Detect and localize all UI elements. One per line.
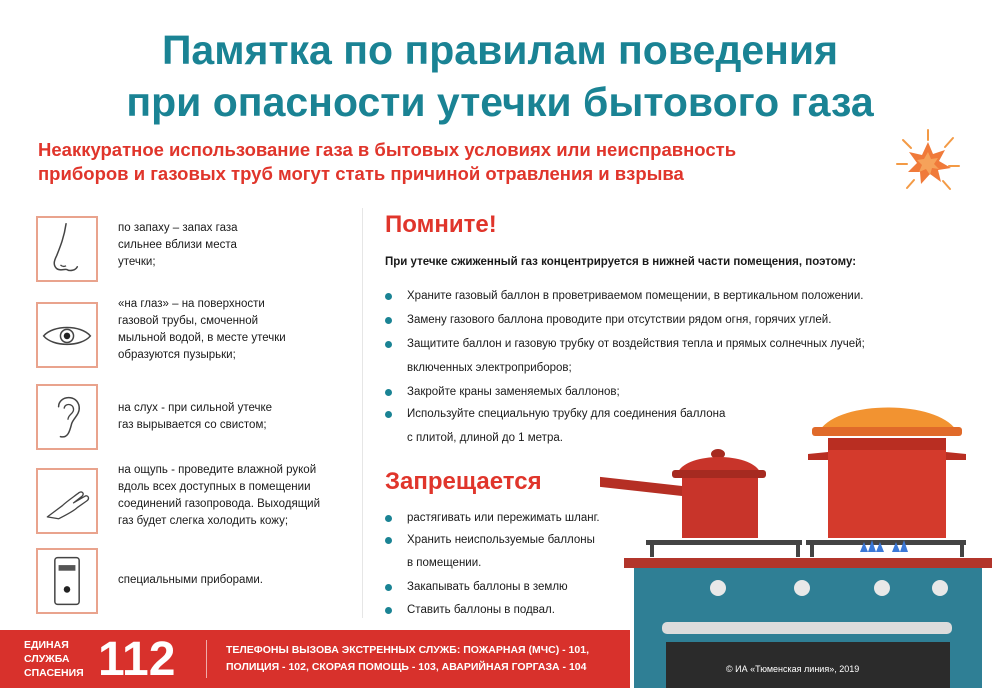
phones-line-1: ТЕЛЕФОНЫ ВЫЗОВА ЭКСТРЕННЫХ СЛУЖБ: ПОЖАРНАЯ (МЧС) - 101,: [226, 644, 589, 656]
title-line-2: при опасности утечки бытового газа: [126, 79, 874, 125]
explosion-icon: [893, 126, 963, 196]
footer: [0, 630, 1000, 688]
eye-icon: [36, 302, 98, 368]
copyright-text: © ИА «Тюменская линия», 2019: [726, 664, 860, 674]
list-item-text: растягивать или пережимать шланг.: [407, 512, 600, 524]
bullet-dot: [385, 293, 392, 300]
list-item-text: Хранить неиспользуемые баллоны: [407, 534, 595, 546]
sense-text-line: вдоль всех доступных в помещении: [118, 481, 311, 493]
emergency-number: 112: [98, 633, 176, 686]
sense-text-line: «на глаз» – на поверхности: [118, 298, 265, 310]
subtitle: [38, 138, 898, 186]
detection-methods: [36, 216, 356, 616]
bullet-dot: [385, 515, 392, 522]
list-item-text: Закройте краны заменяемых баллонов;: [407, 386, 620, 398]
subtitle-line-1: Неаккуратное использование газа в бытовых условиях или неисправность: [38, 139, 737, 160]
footer-separator: [206, 640, 207, 678]
phones-line-2: ПОЛИЦИЯ - 102, СКОРАЯ ПОМОЩЬ - 103, АВАРИЙНАЯ ГОРГАЗА - 104: [226, 661, 587, 673]
list-item-text: Замену газового баллона проводите при отсутствии рядом огня, горячих углей.: [407, 314, 832, 326]
list-item-text: Защитите баллон и газовую трубку от воздействия тепла и прямых солнечных лучей;: [407, 338, 865, 350]
ear-icon: [36, 384, 98, 450]
sense-text-line: газ будет слегка холодить кожу;: [118, 515, 289, 527]
emergency-service-label: [24, 638, 104, 680]
title-line-1: Памятка по правилам поведения: [161, 27, 839, 73]
bullet-dot: [385, 341, 392, 348]
service-line: ЕДИНАЯ: [24, 639, 69, 651]
sense-text-line: по запаху – запах газа: [118, 222, 238, 234]
sense-text-line: соединений газопровода. Выходящий: [118, 498, 321, 510]
nose-icon: [36, 216, 98, 282]
list-item-text: Закапывать баллоны в землю: [407, 581, 568, 593]
sense-text-line: мыльной водой, в месте утечки: [118, 332, 286, 344]
list-item-text: включенных электроприборов;: [407, 362, 572, 374]
list-item-text: в помещении.: [407, 557, 482, 569]
sense-text-line: на ощупь - проведите влажной рукой: [118, 464, 317, 476]
service-line: СЛУЖБА: [24, 653, 70, 665]
forbidden-heading: Запрещается: [385, 468, 542, 495]
service-line: СПАСЕНИЯ: [24, 667, 84, 679]
bullet-dot: [385, 411, 392, 418]
bullet-dot: [385, 607, 392, 614]
sense-text-line: специальными приборами.: [118, 574, 263, 586]
bullet-dot: [385, 389, 392, 396]
gas-detector-icon: [36, 548, 98, 614]
bullet-dot: [385, 584, 392, 591]
list-item-text: Храните газовый баллон в проветриваемом помещении, в вертикальном положении.: [407, 290, 864, 302]
bullet-dot: [385, 317, 392, 324]
list-item-text: Ставить баллоны в подвал.: [407, 604, 555, 616]
subtitle-line-2: приборов и газовых труб могут стать причиной отравления и взрыва: [38, 163, 684, 184]
bullet-dot: [385, 537, 392, 544]
sense-text-line: утечки;: [118, 256, 156, 268]
remember-heading: Помните!: [385, 211, 497, 238]
page-title: [0, 24, 1000, 128]
sense-text-line: образуются пузырьки;: [118, 349, 236, 361]
emergency-phones: [226, 642, 626, 676]
sense-text-line: сильнее вблизи места: [118, 239, 237, 251]
list-item-text: с плитой, длиной до 1 метра.: [407, 432, 563, 444]
sense-text-line: газовой трубы, смоченной: [118, 315, 259, 327]
hand-icon: [36, 468, 98, 534]
column-divider: [362, 208, 363, 618]
sense-text-line: газ вырывается со свистом;: [118, 419, 267, 431]
sense-text-line: на слух - при сильной утечке: [118, 402, 273, 414]
list-item-text: Используйте специальную трубку для соединения баллона: [407, 408, 726, 420]
remember-intro: При утечке сжиженный газ концентрируется в нижней части помещения, поэтому:: [385, 256, 857, 268]
